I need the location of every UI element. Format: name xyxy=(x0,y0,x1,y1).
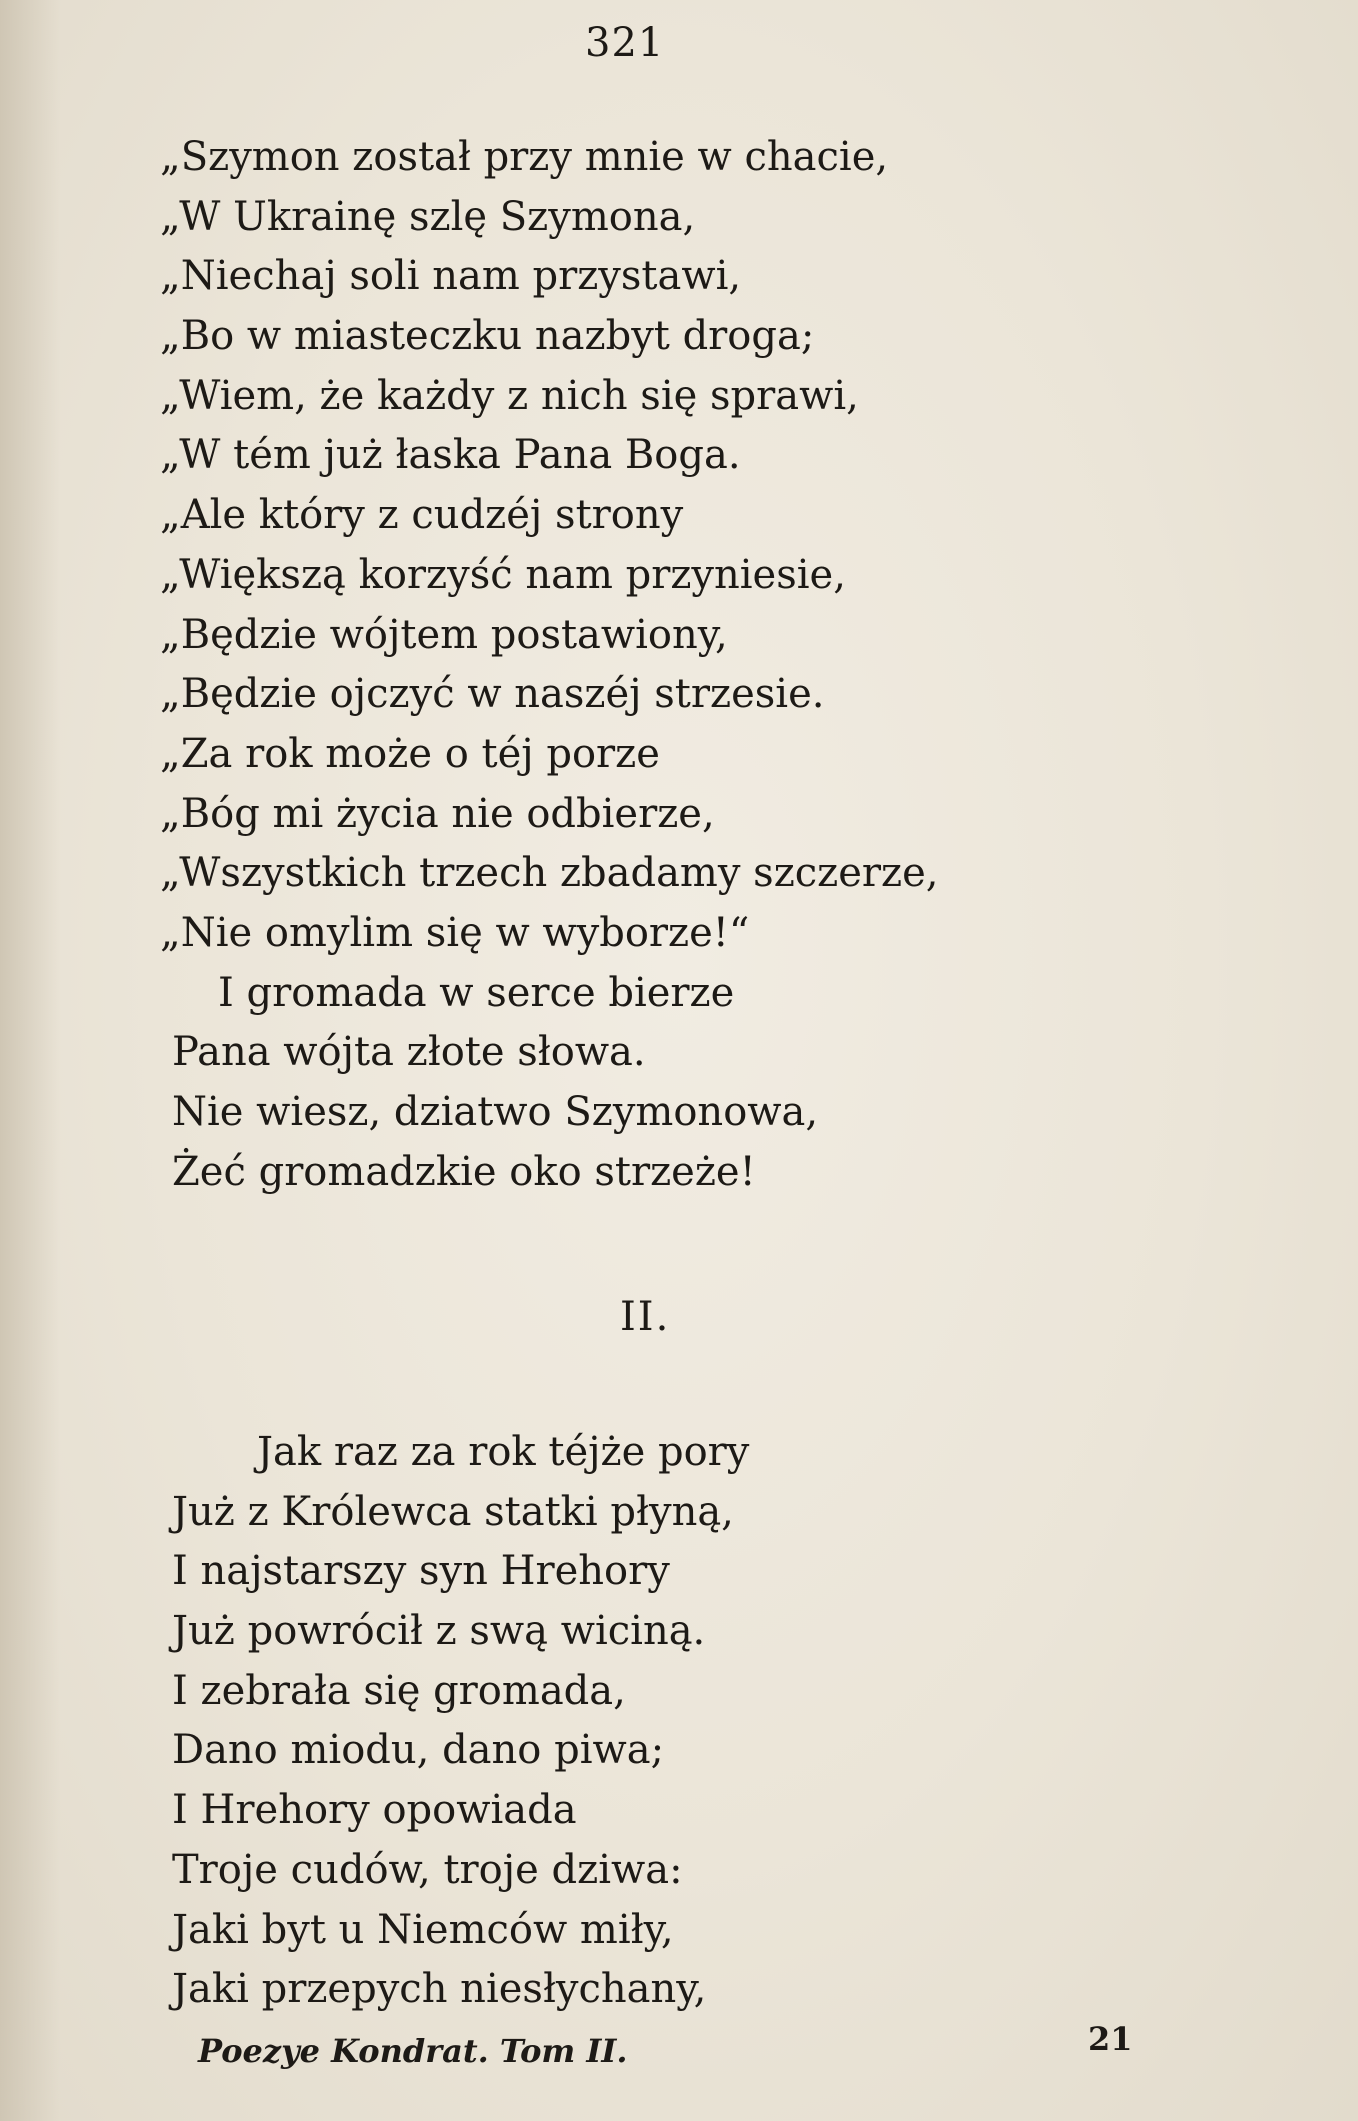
footer-sheet-number: 21 xyxy=(1088,2020,1133,2058)
verse-line: „Będzie ojczyć w naszéj strzesie. xyxy=(160,671,825,718)
verse-line: Jak raz za rok téjże pory xyxy=(257,1429,750,1475)
verse-line: „Szymon został przy mnie w chacie, xyxy=(160,134,889,180)
verse-line: Już powrócił z swą wiciną. xyxy=(172,1608,706,1655)
verse-line: Żeć gromadzkie oko strzeże! xyxy=(172,1148,756,1195)
verse-line: Dano miodu, dano piwa; xyxy=(172,1727,665,1774)
verse-line: I zebrała się gromada, xyxy=(172,1667,626,1714)
verse-line: Troje cudów, troje dziwa: xyxy=(172,1846,683,1893)
verse-line: „Większą korzyść nam przyniesie, xyxy=(160,551,846,598)
verse-line: „Bo w miasteczku nazbyt droga; xyxy=(160,313,815,360)
verse-line: „W tém już łaska Pana Boga. xyxy=(160,432,741,479)
stanza-1 xyxy=(160,128,939,1202)
stanza-2 xyxy=(172,1423,749,2020)
verse-line: Jaki byt u Niemców miły, xyxy=(172,1906,674,1953)
verse-line: „Będzie wójtem postawiony, xyxy=(160,611,728,658)
page-gutter-shadow xyxy=(0,0,60,2121)
verse-line: „Za rok może o téj porze xyxy=(160,730,660,777)
section-heading: II. xyxy=(620,1294,671,1340)
verse-line: I najstarszy syn Hrehory xyxy=(172,1548,670,1595)
verse-line: Pana wójta złote słowa. xyxy=(172,1029,646,1076)
verse-line: Nie wiesz, dziatwo Szymonowa, xyxy=(172,1089,819,1135)
verse-line: I gromada w serce bierze xyxy=(218,969,735,1016)
verse-line: „Nie omylim się w wyborze!“ xyxy=(160,909,750,956)
verse-line: „Ale który z cudzéj strony xyxy=(160,492,684,539)
verse-line: I Hrehory opowiada xyxy=(172,1787,577,1834)
verse-line: Już z Królewca statki płyną, xyxy=(172,1488,734,1535)
verse-line: „Niechaj soli nam przystawi, xyxy=(160,253,742,300)
footer-signature: Poezye Kondrat. Tom II. xyxy=(198,2032,628,2070)
verse-line: „Wszystkich trzech zbadamy szczerze, xyxy=(160,850,939,897)
verse-line: Jaki przepych niesłychany, xyxy=(172,1966,707,2013)
verse-line: „W Ukrainę szlę Szymona, xyxy=(160,193,696,240)
page-number: 321 xyxy=(585,20,665,66)
verse-line: „Bóg mi życia nie odbierze, xyxy=(160,790,715,837)
verse-line: „Wiem, że każdy z nich się sprawi, xyxy=(160,372,859,419)
